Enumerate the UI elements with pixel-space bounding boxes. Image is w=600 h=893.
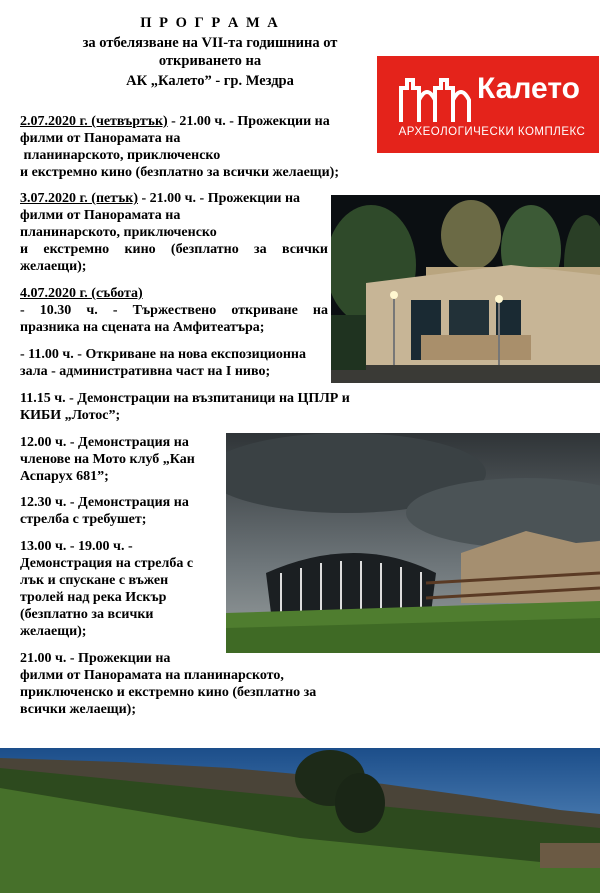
program-title: П Р О Г Р А М А <box>140 15 280 31</box>
event-2100-line3: приключенско и екстремно кино (безплатно за <box>20 685 317 700</box>
event-1230-line2: стрелба с требушет; <box>20 512 147 527</box>
event-1100-line2: зала - административна част на I ниво; <box>20 364 271 379</box>
logo-name: Калето <box>477 72 580 105</box>
day3-line1: - 10.30 ч. - Тържествено откриване на <box>20 303 328 318</box>
event-1200-line1: 12.00 ч. - Демонстрация на <box>20 435 189 450</box>
day2-line5: желаещи); <box>20 259 87 274</box>
event-1100-line1: - 11.00 ч. - Откриване на нова експозиционна <box>20 347 306 362</box>
event-2100-line2: филми от Панорамата на планинарското, <box>20 668 284 683</box>
day2-line2: филми от Панорамата на <box>20 208 181 223</box>
day2-line3: планинарското, приключенско <box>20 225 217 240</box>
event-1300-line1: 13.00 ч. - 19.00 ч. - <box>20 539 133 554</box>
kaleto-logo <box>377 56 599 153</box>
event-1230-line1: 12.30 ч. - Демонстрация на <box>20 495 189 510</box>
event-2100-line4: всички желаещи); <box>20 702 136 717</box>
event-1300-line3: лък и спускане с въжен <box>20 573 169 588</box>
day2-line1 <box>20 190 300 207</box>
day1-time: - 21.00 ч. - Прожекции на <box>167 114 330 129</box>
day1-line1 <box>20 113 330 130</box>
day1-line3: планинарското, приключенско <box>20 148 221 163</box>
amphitheatre-photo <box>226 433 600 653</box>
event-1300-line4: тролей над река Искър <box>20 590 167 605</box>
day2-time: - 21.00 ч. - Прожекции на <box>138 191 301 206</box>
day1-date: 2.07.2020 г. (четвъртък) <box>20 114 168 129</box>
event-1200-line3: Аспарух 681”; <box>20 469 109 484</box>
logo-subtitle: АРХЕОЛОГИЧЕСКИ КОМПЛЕКС <box>398 126 586 138</box>
event-1115-line1: 11.15 ч. - Демонстрации на възпитаници на ЦПЛР и <box>20 391 350 406</box>
event-1115-line2: КИБИ „Лотос”; <box>20 408 121 423</box>
day3-line2: празника на сцената на Амфитеатъра; <box>20 320 265 335</box>
event-1300-line6: желаещи); <box>20 624 87 639</box>
day1-line4: и екстремно кино (безплатно за всички желаещи); <box>20 165 340 180</box>
day2-line4: и екстремно кино (безплатно за всички <box>20 242 328 257</box>
program-subtitle-2: откриването на <box>158 53 262 69</box>
event-1300-line5: (безплатно за всички <box>20 607 154 622</box>
day1-line2: филми от Панорамата на <box>20 131 181 146</box>
day2-date: 3.07.2020 г. (петък) <box>20 191 138 206</box>
fortress-walls-photo <box>0 748 600 893</box>
event-2100-line1: 21.00 ч. - Прожекции на <box>20 651 171 666</box>
event-1300-line2: Демонстрация на стрелба с <box>20 556 194 571</box>
day3-date: 4.07.2020 г. (събота) <box>20 286 143 301</box>
event-1200-line2: членове на Мото клуб „Кан <box>20 452 195 467</box>
entrance-night-photo <box>331 195 600 383</box>
fortress-icon <box>397 66 477 126</box>
program-subtitle-1: за отбелязване на VII-та годишнина от <box>82 35 338 51</box>
program-subtitle-3: АК „Калето” - гр. Мездра <box>126 73 294 89</box>
